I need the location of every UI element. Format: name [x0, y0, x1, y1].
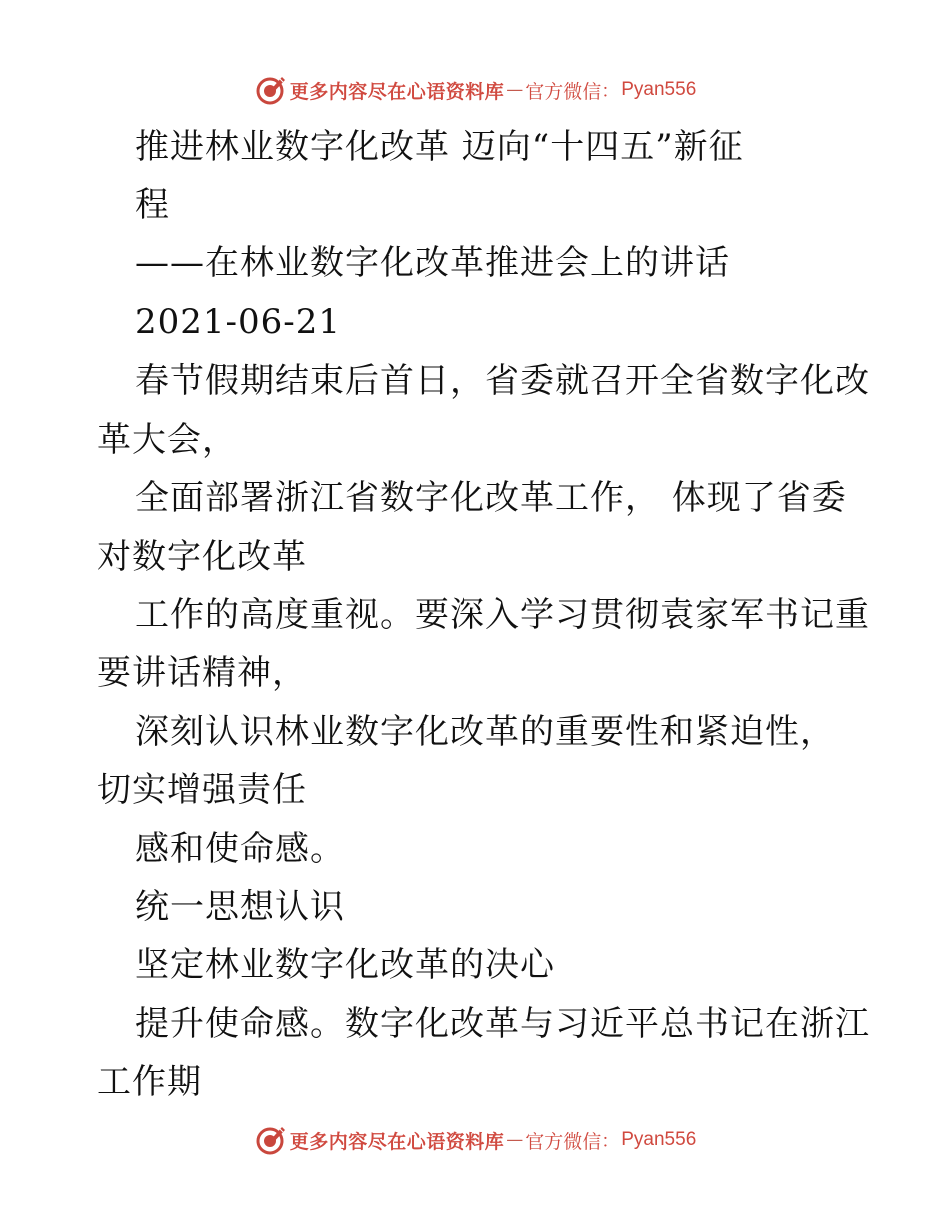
banner-site-text: 更多内容尽在心语资料库: [289, 1130, 505, 1153]
paragraph-line: 提升使命感。数字化改革与习近平总书记在浙江: [135, 1004, 870, 1044]
banner-dash: —: [506, 1130, 524, 1150]
banner-site-text: 更多内容尽在心语资料库: [289, 80, 505, 103]
paragraph-line: 对数字化改革: [97, 537, 307, 577]
paragraph-line: 切实增强责任: [97, 770, 307, 810]
document-date: 2021-06-21: [135, 302, 342, 342]
paragraph-line: 全面部署浙江省数字化改革工作， 体现了省委: [135, 478, 847, 518]
paragraph-line: 工作期: [97, 1062, 202, 1102]
pen-logo-icon: [254, 1124, 286, 1156]
header-banner: [0, 70, 950, 110]
pen-logo-icon: [254, 74, 286, 106]
banner-dash: —: [506, 80, 524, 100]
paragraph-line: 工作的高度重视。要深入学习贯彻袁家军书记重: [135, 595, 870, 635]
footer-banner: [0, 1120, 950, 1160]
banner-colon: ：: [601, 81, 620, 102]
paragraph-line: 要讲话精神，: [97, 653, 307, 693]
banner-colon: ：: [601, 1131, 620, 1152]
paragraph-line: 革大会，: [97, 420, 237, 460]
banner-wechat-id: Pyan556: [621, 79, 697, 100]
document-title: 推进林业数字化改革 迈向“十四五”新征: [135, 127, 744, 167]
banner-official-text: 官方微信: [525, 1130, 602, 1153]
section-subheading: 坚定林业数字化改革的决心: [135, 945, 555, 985]
document-subtitle: ——在林业数字化改革推进会上的讲话: [135, 243, 730, 283]
paragraph-line: 感和使命感。: [135, 829, 345, 869]
banner-official-text: 官方微信: [525, 80, 602, 103]
document-title-continued: 程: [135, 185, 170, 225]
paragraph-line: 深刻认识林业数字化改革的重要性和紧迫性，: [135, 712, 835, 752]
banner-wechat-id: Pyan556: [621, 1129, 697, 1150]
section-heading: 统一思想认识: [135, 887, 345, 927]
paragraph-line: 春节假期结束后首日，省委就召开全省数字化改: [135, 361, 870, 401]
